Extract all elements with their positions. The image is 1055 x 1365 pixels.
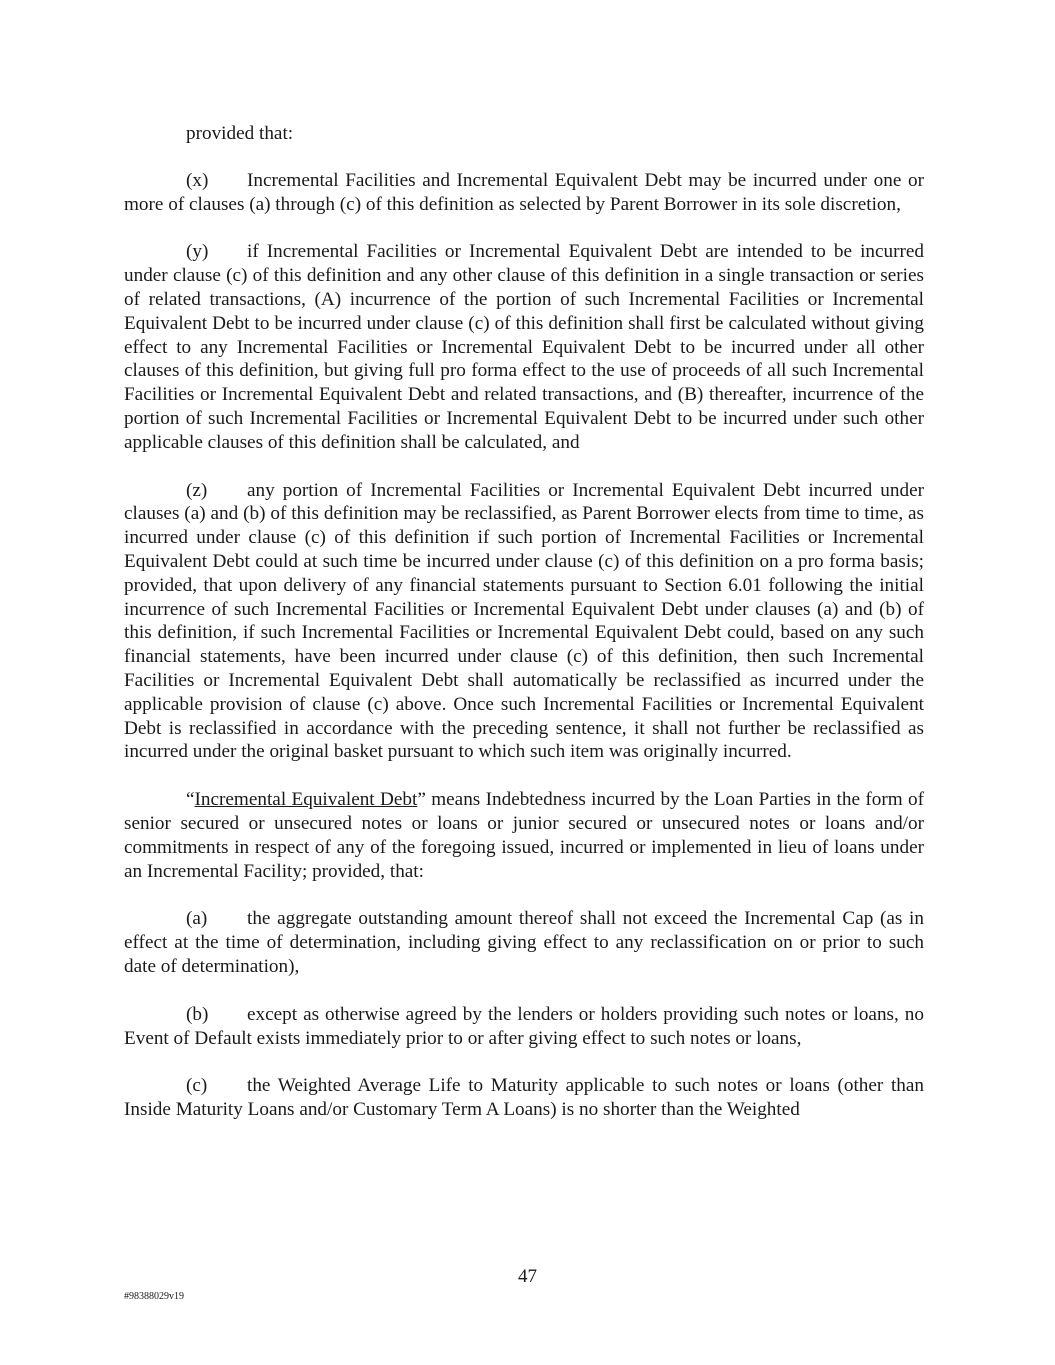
clause-text: Incremental Facilities and Incremental Equivalent Debt may be incurred under one or more of clauses (a) through (c) of this definition as selected by Parent Borrower in its sole discretion, <box>124 169 924 215</box>
clause-label: (c) <box>186 1075 208 1097</box>
clause-z <box>124 479 924 765</box>
clause-text: if Incremental Facilities or Incremental Equivalent Debt are intended to be incurred under clause (c) of this definition and any other clause of this definition in a single transaction or series of related transactions, (A) incurrence of the portion of such Incremental Facilities or Incremental Equivalent Debt to be incurred under clause (c) of this definition shall first be calculated without giving effect to any Incremental Facilities or Incremental Equivalent Debt to be incurred under all other clauses of this definition, but giving full pro forma effect to the use of proceeds of all such Incremental Facilities or Incremental Equivalent Debt and related transactions, and (B) thereafter, incurrence of the portion of such Incremental Facilities or Incremental Equivalent Debt to be incurred under such other applicable clauses of this definition shall be calculated, and <box>124 241 924 453</box>
close-quote: ” <box>417 789 426 811</box>
open-quote: “ <box>186 789 195 811</box>
clause-label: (b) <box>186 1003 209 1025</box>
clause-text: the aggregate outstanding amount thereof shall not exceed the Incremental Cap (as in effect at the time of determination, including giving effect to any reclassification on or prior to such date of determination), <box>124 908 924 977</box>
clause-x <box>124 169 924 217</box>
clause-c <box>124 1074 924 1122</box>
clause-label: (z) <box>186 479 208 501</box>
clause-y <box>124 240 924 454</box>
clause-text: the Weighted Average Life to Maturity applicable to such notes or loans (other than Inside Maturity Loans and/or Customary Term A Loans) is no shorter than the Weighted <box>124 1075 924 1121</box>
clause-label: (a) <box>186 908 208 930</box>
clause-b <box>124 1003 924 1051</box>
defined-term: Incremental Equivalent Debt <box>194 789 418 811</box>
clause-text: except as otherwise agreed by the lenders or holders providing such notes or loans, no Event of Default exists immediately prior to or after giving effect to such notes or loans, <box>124 1003 924 1049</box>
intro-text: provided that: <box>186 123 294 144</box>
definition-text: means Indebtedness incurred by the Loan Parties in the form of senior secured or unsecured notes or loans or junior secured or unsecured notes or loans and/or commitments in respect of any of the foregoing issued, incurred or implemented in lieu of loans under an Incremental Facility; provided, that: <box>124 789 924 882</box>
document-id: #98388029v19 <box>124 1291 184 1302</box>
clause-a <box>124 907 924 978</box>
document-body <box>124 122 924 1146</box>
clause-text: any portion of Incremental Facilities or Incremental Equivalent Debt incurred under clauses (a) and (b) of this definition may be reclassified, as Parent Borrower elects from time to time, as incurred under clause (c) of this definition if such portion of Incremental Facilities or Incremental Equivalent Debt could at such time be incurred under clause (c) of this definition on a pro forma basis; provided, that upon delivery of any financial statements pursuant to Section 6.01 following the initial incurrence of such Incremental Facilities or Incremental Equivalent Debt under clauses (a) and (b) of this definition, if such Incremental Facilities or Incremental Equivalent Debt could, based on any such financial statements, have been incurred under clause (c) of this definition, then such Incremental Facilities or Incremental Equivalent Debt shall automatically be reclassified as incurred under the applicable provision of clause (c) above. Once such Incremental Facilities or Incremental Equivalent Debt is reclassified in accordance with the preceding sentence, it shall not further be reclassified as incurred under the original basket pursuant to which such item was originally incurred. <box>124 479 924 763</box>
page-number: 47 <box>518 1266 537 1287</box>
definition-incremental-equivalent-debt <box>124 788 924 883</box>
clause-label: (x) <box>186 169 209 191</box>
clause-label: (y) <box>186 241 209 263</box>
